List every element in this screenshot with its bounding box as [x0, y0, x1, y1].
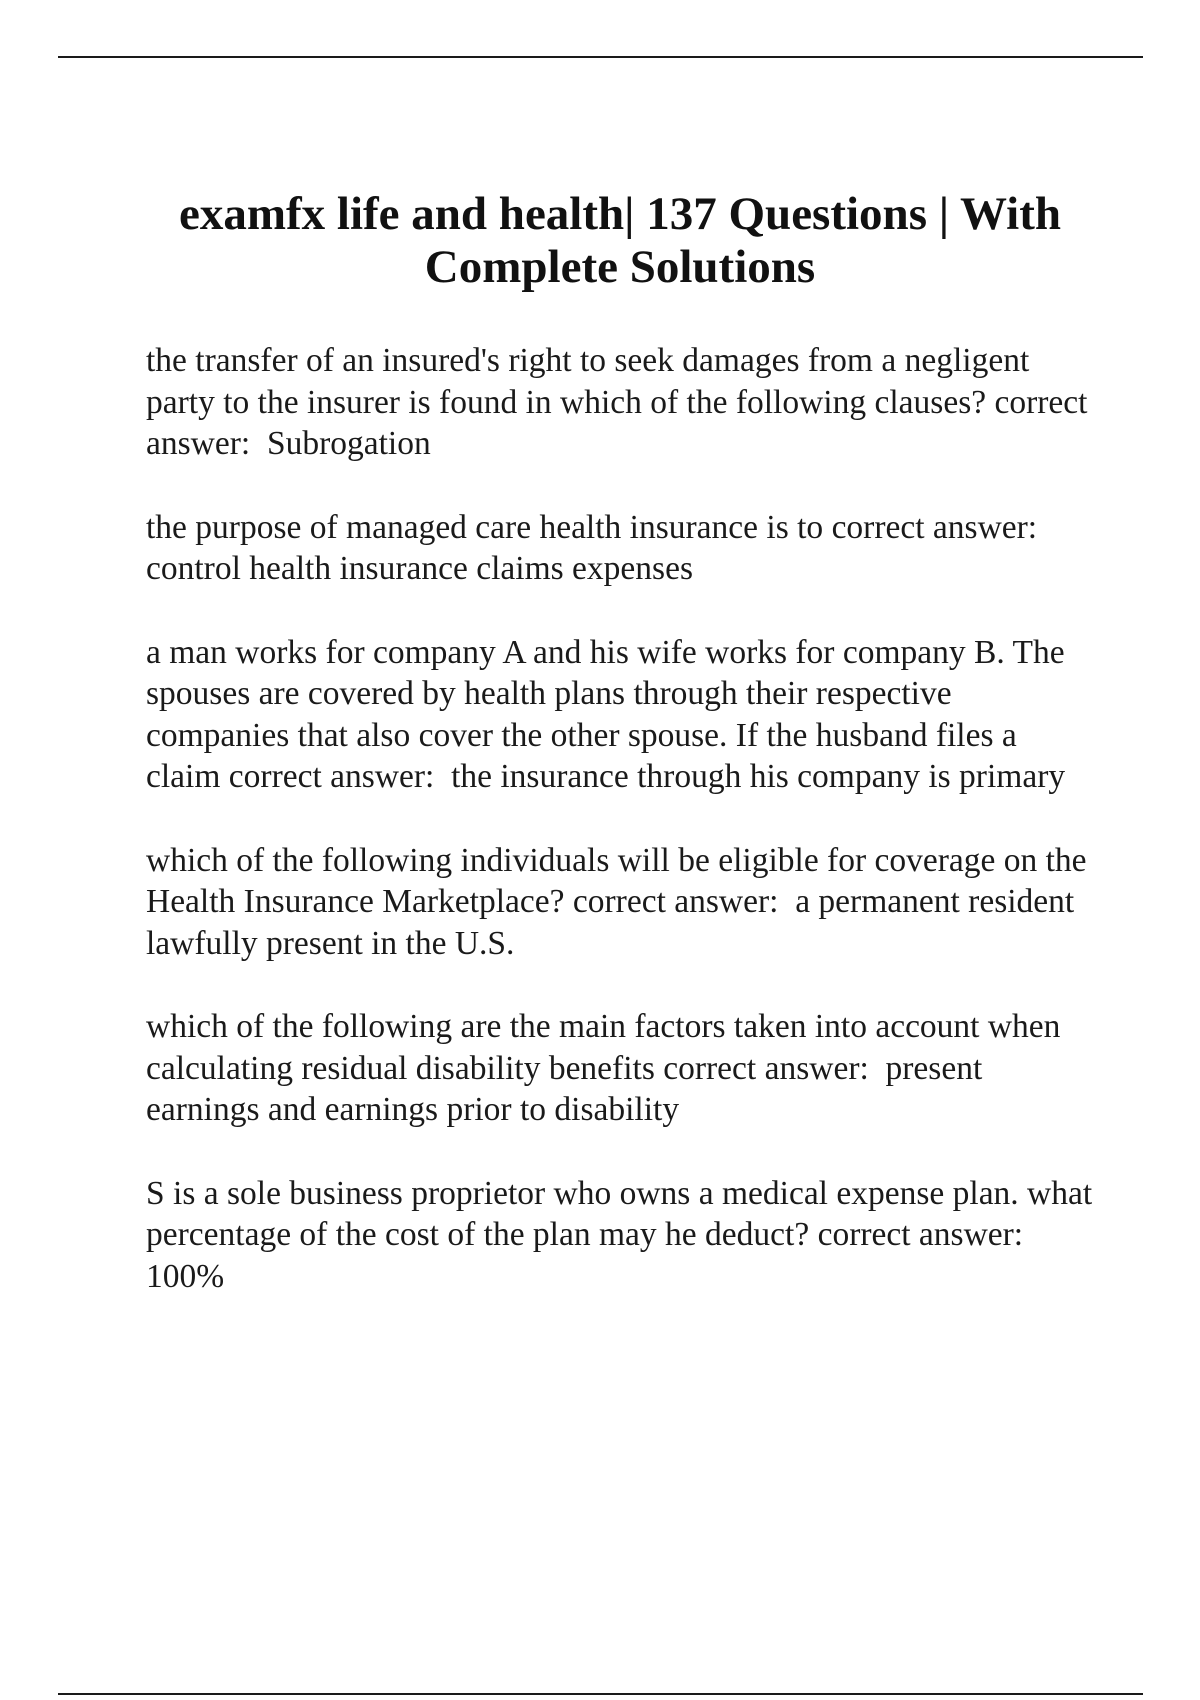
answer-marker: correct answer: — [663, 1049, 869, 1087]
answer-marker: correct answer: — [146, 383, 1088, 462]
question-text: the transfer of an insured's right to seek damages from a negligent party to the insurer is found in which of the following clauses? — [146, 342, 1030, 421]
header-rule — [58, 56, 1143, 58]
answer-text: control health insurance claims expenses — [146, 550, 693, 587]
question-text: the purpose of managed care health insurance is to — [146, 508, 824, 546]
answer-text: present earnings and earnings prior to disability — [146, 1049, 983, 1128]
answer-text: Subrogation — [266, 425, 431, 462]
question-text: S is a sole business proprietor who owns a medical expense plan. what percentage of the cost of the plan may he deduct? — [146, 1174, 1093, 1253]
qa-item — [146, 507, 1096, 590]
qa-item — [146, 840, 1096, 965]
qa-list — [146, 340, 1096, 1339]
answer-marker: correct answer: — [572, 883, 779, 920]
qa-item — [146, 340, 1096, 465]
answer-text: the insurance through his company is primary — [451, 758, 1066, 795]
qa-item — [146, 1173, 1096, 1298]
answer-marker: correct answer: — [817, 1216, 1024, 1253]
document-title: examfx life and health| 137 Questions | With Complete Solutions — [178, 188, 1061, 293]
qa-item — [146, 1006, 1096, 1131]
question-text: which of the following are the main factors taken into account when calculating residual disability benefits — [146, 1008, 1061, 1087]
question-text: which of the following individuals will be eligible for coverage on the Health Insurance Marketplace? — [146, 841, 1087, 920]
question-text: a man works for company A and his wife works for company B. The spouses are covered by health plans through their respective companies that also cover the other spouse. If the husband files a claim — [146, 633, 1065, 795]
qa-item — [146, 632, 1096, 798]
answer-text: a permanent resident lawfully present in the U.S. — [146, 883, 1075, 962]
answer-marker: correct answer: — [831, 508, 1038, 546]
answer-text: 100% — [146, 1257, 225, 1295]
footer-rule — [58, 1693, 1143, 1695]
answer-marker: correct answer: — [228, 758, 435, 795]
